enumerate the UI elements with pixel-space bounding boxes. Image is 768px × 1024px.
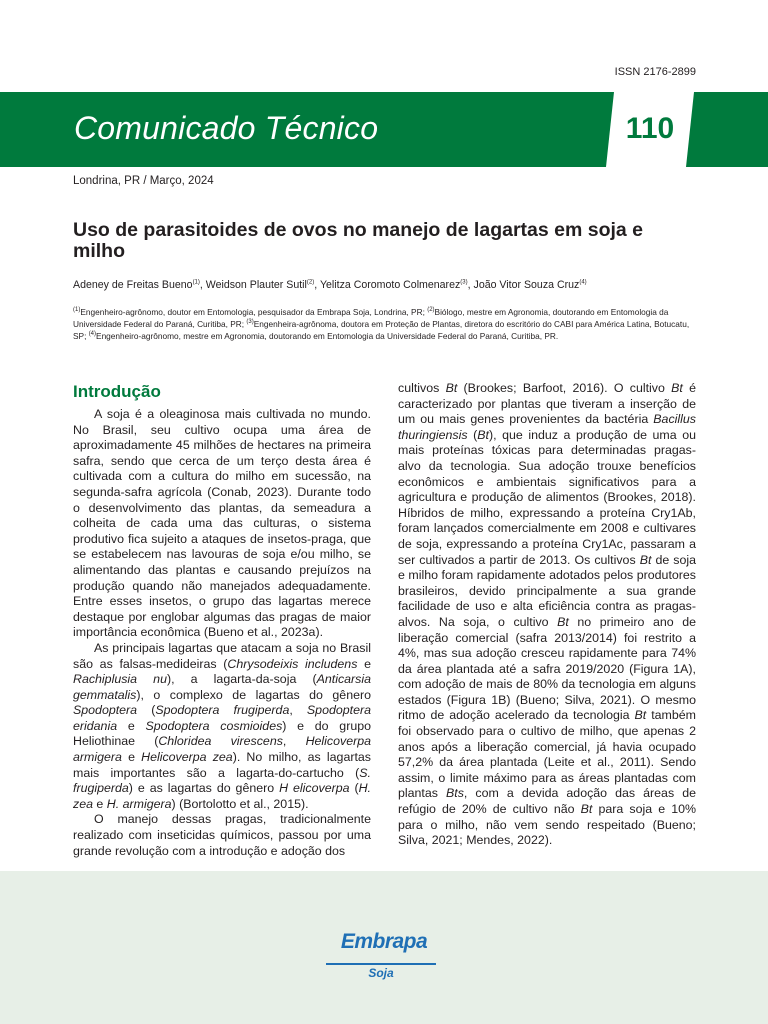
- author-ref: (3): [460, 279, 468, 286]
- issue-number: 110: [625, 112, 675, 145]
- author-name: Adeney de Freitas Bueno: [73, 279, 193, 291]
- affil-ref: (4): [88, 331, 97, 338]
- affiliations: [73, 306, 698, 342]
- paragraph: cultivos Bt (Brookes; Barfoot, 2016). O cultivo Bt é caracterizado por plantas que tiveram a inserção de um ou mais genes provenientes da bactéria Bacillus thuringiensis (Bt), que induz a produção de uma ou mais proteínas tóxicas para determinadas pragas-alvo da tecnologia. Sua adoção trouxe benefícios econômicos e ambientais significativos para a agricultura e produção de alimentos (Brookes, 2018). Híbridos de milho, expressando a proteína Cry1Ab, foram lançados comercialmente em 2008 e cultivares de soja, expressando a proteína Cry1Ac, passaram a ser cultivados a partir de 2013. Os cultivos Bt de soja e milho foram rapidamente adotados pelos produtores brasileiros, devido principalmente a sua grande facilidade de uso e alta eficiência contra as pragas-alvos. Na soja, o cultivo Bt no primeiro ano de liberação comercial (safra 2013/2014) foi restrito a 4%, mas sua adoção cresceu rapidamente para 74% da área plantada até a safra 2019/2020 (Figura 1A), com adoção de mais de 80% da tecnologia em alguns estados (Figura 1B) (Bueno; Silva, 2021). O mesmo ritmo de adoção acelerado da tecnologia Bt também foi observado para o cultivo de milho, que apenas 2 anos após a liberação comercial, já havia ocupado 57,2% da área plantada (Leite et al., 2011). Sendo assim, o limite máximo para as áreas plantadas com plantas Bts, com a devida adoção das áreas de refúgio de 20% de cultivo não Bt para soja e 10% para o milho, não vem sendo respeitado (Bueno; Silva, 2021; Mendes, 2022).: [398, 381, 696, 848]
- affil-ref: (2): [427, 307, 435, 314]
- authors-line: Adeney de Freitas Bueno$^{(1)}$, Weidson Plauter Sutil$^{(2)}$, Yelitza Coromoto Colmenarez$^{(3)}$, João Vitor Souza Cruz$^{(4)}$: [73, 279, 587, 291]
- author-ref: (1): [192, 279, 200, 286]
- paragraph: A soja é a oleaginosa mais cultivada no mundo. No Brasil, seu cultivo ocupa uma área de aproximadamente 45 milhões de hectares na primeira safra, sendo que cerca de um terço desta área é cultivada com a cultura do milho em sucessão, na segunda-safra agrícola (Conab, 2023). Durante todo o desenvolvimento das plantas, da semeadura a colheita de cada uma das culturas, o sistema produtivo fica sujeito a ataques de insetos-praga, que se estabelecem nas lavouras de soja e/ou milho, se alimentando das plantas e causando prejuízos na produção quando não manejados adequadamente. Entre esses insetos, o grupo das lagartas merece destaque por englobar algumas das pragas de maior importância econômica (Bueno et al., 2023a).: [73, 407, 371, 640]
- section-heading-introducao: Introdução: [73, 382, 161, 401]
- affil-ref: (1): [73, 307, 81, 314]
- affil-text: Engenheiro-agrônomo, doutor em Entomologia, pesquisador da Embrapa Soja, Londrina, PR;: [80, 307, 425, 317]
- embrapa-unit-name: Soja: [368, 966, 394, 980]
- embrapa-logo-wordmark: Embrapa: [340, 930, 428, 953]
- author-name: Weidson Plauter Sutil: [205, 279, 307, 291]
- body-column-right: [398, 381, 696, 849]
- paragraph: O manejo dessas pragas, tradicionalmente realizado com inseticidas químicos, passou por uma grande revolução com a introdução e adoção dos: [73, 812, 371, 858]
- logo-underline: [326, 963, 436, 965]
- issn: ISSN 2176-2899: [614, 66, 696, 78]
- place-date: Londrina, PR / Março, 2024: [73, 175, 214, 187]
- body-column-left: [73, 407, 371, 859]
- series-title: Comunicado Técnico: [74, 110, 379, 146]
- author-name: João Vitor Souza Cruz: [473, 279, 580, 291]
- affil-text: Engenheiro-agrônomo, mestre em Agronomia, doutorando em Entomologia da Universidade Federal do Paraná, Curitiba, PR.: [96, 331, 559, 341]
- affil-text: Engenheira-agrônoma, doutora em Proteção de Plantas, diretora do escritório do CABI para América Latina, Botucatu, SP;: [73, 319, 690, 341]
- author-ref: (2): [306, 279, 315, 286]
- document-title: Uso de parasitoides de ovos no manejo de lagartas em soja e milho: [73, 219, 644, 262]
- author-ref: (4): [579, 279, 587, 286]
- paragraph: As principais lagartas que atacam a soja no Brasil são as falsas-medideiras (Chrysodeixis includens e Rachiplusia nu), a lagarta-da-soja (Anticarsia gemmatalis), o complexo de lagartas do gênero Spodoptera (Spodoptera frugiperda, Spodoptera eridania e Spodoptera cosmioides) e do grupo Heliothinae (Chloridea virescens, Helicoverpa armigera e Helicoverpa zea). No milho, as lagartas mais importantes são a lagarta-do-cartucho (S. frugiperda) e as lagartas do gênero H elicoverpa (H. zea e H. armigera) (Bortolotto et al., 2015).: [73, 640, 371, 811]
- affil-text: Biólogo, mestre em Agronomia, doutorando em Entomologia da Universidade Federal do Paraná, Curitiba, PR;: [73, 307, 669, 329]
- affil-ref: (3): [246, 319, 254, 326]
- author-name: Yelitza Coromoto Colmenarez: [319, 279, 461, 291]
